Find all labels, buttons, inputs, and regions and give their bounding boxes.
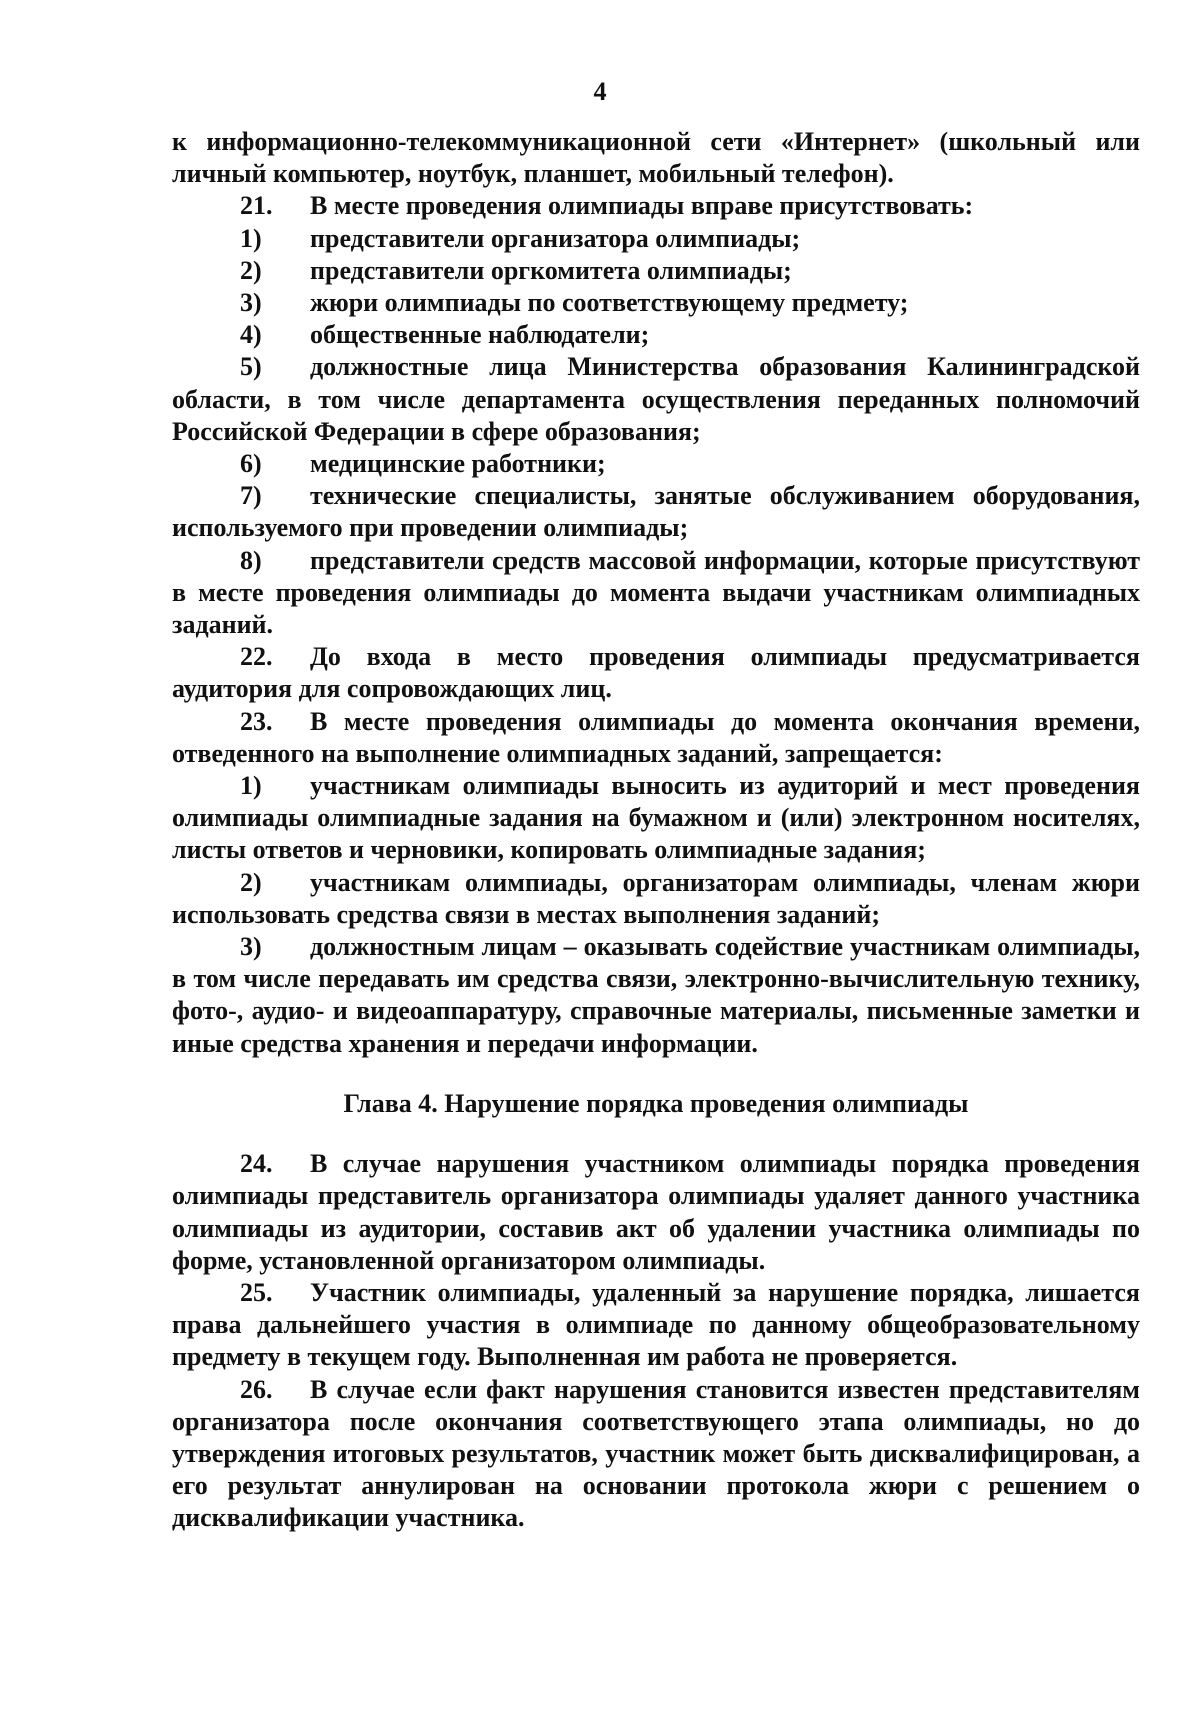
paragraph <box>172 770 1140 867</box>
paragraph-number: 6) <box>240 449 262 479</box>
paragraph <box>172 287 1140 319</box>
paragraph-number: 7) <box>240 481 262 511</box>
paragraph <box>172 126 1140 190</box>
section-before-heading <box>172 126 1140 1060</box>
paragraph <box>172 867 1140 931</box>
paragraph-text: общественные наблюдатели; <box>310 320 650 350</box>
paragraph <box>172 448 1140 480</box>
paragraph-number: 1) <box>240 771 262 801</box>
paragraph-text: технические специалисты, занятые обслуживанием оборудования, используемого при проведении олимпиады; <box>172 481 1140 543</box>
paragraph <box>172 1277 1140 1374</box>
paragraph-number: 1) <box>240 223 262 253</box>
page-number: 4 <box>593 77 607 106</box>
paragraph <box>172 1148 1140 1277</box>
paragraph-number: 2) <box>240 255 262 285</box>
paragraph-number: 21. <box>240 191 273 221</box>
paragraph-number: 22. <box>240 642 273 672</box>
paragraph-text: В случае если факт нарушения становится известен представителям организатора после окончания соответствующего этапа олимпиады, но до утверждения итоговых результатов, участник может быть дисквалифицирован, а его результат аннулирован на основании протокола жюри с решением о дисквалификации участника. <box>172 1374 1140 1533</box>
paragraph-text: представители средств массовой информации, которые присутствуют в месте проведения олимпиады до момента выдачи участникам олимпиадных заданий. <box>172 545 1140 640</box>
paragraph-text: к информационно-телекоммуникационной сети «Интернет» (школьный или личный компьютер, ноутбук, планшет, мобильный телефон). <box>172 127 1140 189</box>
paragraph-text: В месте проведения олимпиады вправе присутствовать: <box>310 191 974 221</box>
paragraph-text: должностные лица Министерства образования Калининградской области, в том числе департамента осуществления переданных полномочий Российской Федерации в сфере образования; <box>172 352 1140 446</box>
paragraph-number: 8) <box>240 545 262 575</box>
paragraph-text: До входа в место проведения олимпиады предусматривается аудитория для сопровождающих лиц. <box>172 642 1140 704</box>
paragraph <box>172 480 1140 544</box>
paragraph-text: участникам олимпиады, организаторам олимпиады, членам жюри использовать средства связи в местах выполнения заданий; <box>172 867 1140 929</box>
paragraph <box>172 545 1140 642</box>
paragraph-text: представители оргкомитета олимпиады; <box>310 255 792 285</box>
paragraph-text: Участник олимпиады, удаленный за нарушение порядка, лишается права дальнейшего участия в олимпиаде по данному общеобразовательному предмету в текущем году. Выполненная им работа не проверяется. <box>172 1277 1140 1372</box>
paragraph-number: 3) <box>240 288 262 318</box>
paragraph-text: должностным лицам – оказывать содействие участникам олимпиады, в том числе передавать им средства связи, электронно-вычислительную технику, фото-, аудио- и видеоаппаратуру, справочные материалы, письменные заметки и иные средства хранения и передачи информации. <box>172 932 1140 1058</box>
paragraph <box>172 641 1140 705</box>
paragraph <box>172 319 1140 351</box>
paragraph <box>172 706 1140 770</box>
paragraph <box>172 255 1140 287</box>
paragraph-text: медицинские работники; <box>310 449 606 479</box>
paragraph <box>172 351 1140 448</box>
paragraph <box>172 190 1140 222</box>
paragraph-text: участникам олимпиады выносить из аудиторий и мест проведения олимпиады олимпиадные задания на бумажном и (или) электронном носителях, листы ответов и черновики, копировать олимпиадные задания; <box>172 771 1140 865</box>
document-body <box>172 126 1140 1535</box>
paragraph <box>172 931 1140 1060</box>
paragraph-number: 4) <box>240 320 262 350</box>
paragraph-number: 5) <box>240 352 262 382</box>
paragraph-number: 26. <box>240 1374 273 1404</box>
paragraph-number: 3) <box>240 932 262 962</box>
paragraph-number: 23. <box>240 706 273 736</box>
paragraph-number: 24. <box>240 1149 273 1179</box>
paragraph-number: 2) <box>240 867 262 897</box>
chapter-heading: Глава 4. Нарушение порядка проведения олимпиады <box>343 1088 969 1118</box>
section-after-heading <box>172 1148 1140 1534</box>
paragraph <box>172 223 1140 255</box>
paragraph-number: 25. <box>240 1277 273 1307</box>
paragraph-text: В случае нарушения участником олимпиады порядка проведения олимпиады представитель организатора олимпиады удаляет данного участника олимпиады из аудитории, составив акт об удалении участника олимпиады по форме, установленной организатором олимпиады. <box>172 1149 1140 1275</box>
paragraph-text: жюри олимпиады по соответствующему предмету; <box>310 288 909 318</box>
paragraph-text: В месте проведения олимпиады до момента окончания времени, отведенного на выполнение олимпиадных заданий, запрещается: <box>172 706 1140 768</box>
paragraph-text: представители организатора олимпиады; <box>310 223 801 253</box>
paragraph <box>172 1374 1140 1535</box>
